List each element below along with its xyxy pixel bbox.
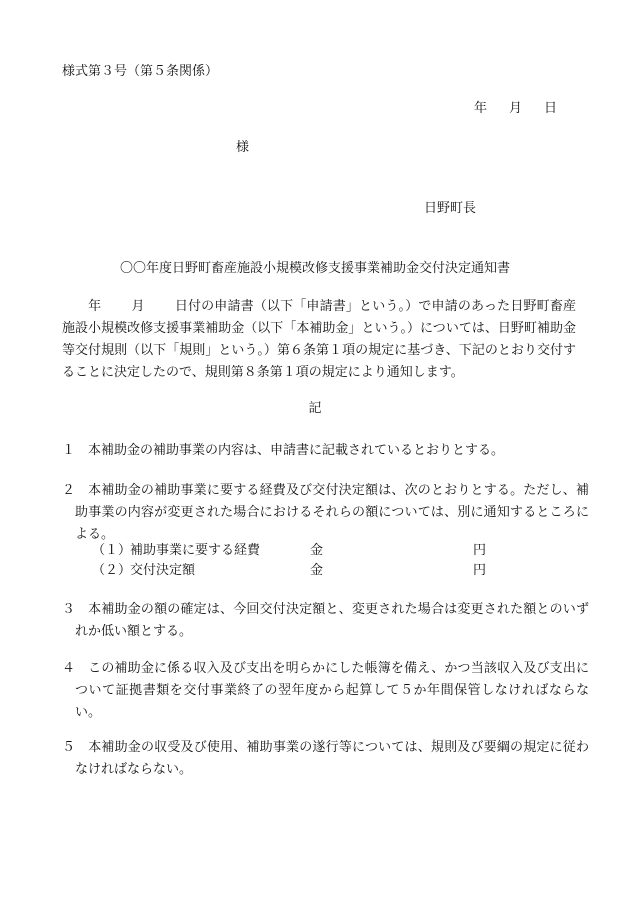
item-number: １ [62, 443, 76, 458]
amount-row [92, 560, 486, 582]
item-text: 本補助金の補助事業に要する経費及び交付決定額は、次のとおりとする。ただし、補助事業の内容が変更された場合におけるそれらの額については、別に通知するところによる。 [75, 483, 589, 542]
list-item [62, 440, 589, 462]
intro-year-mark: 年 [88, 299, 102, 314]
form-number: 様式第３号（第５条関係） [62, 64, 219, 79]
list-item [62, 737, 589, 781]
amount-kin: 金 [310, 563, 324, 578]
amount-label: 交付決定額 [130, 563, 196, 578]
item-number: ４ [62, 661, 76, 676]
amount-kin: 金 [310, 543, 324, 558]
ki-heading: 記 [308, 401, 322, 416]
item-text: 本補助金の額の確定は、今回交付決定額と、変更された場合は変更された額とのいずれか低い額とする。 [75, 602, 589, 639]
item-number: ５ [62, 740, 76, 755]
item-text: この補助金に係る収入及び支出を明らかにした帳簿を備え、かつ当該収入及び支出について証拠書類を交付事業終了の翌年度から起算して５か年間保管しなければならない。 [75, 661, 589, 720]
date-month-mark: 月 [509, 101, 523, 116]
intro-month-mark: 月 [131, 299, 145, 314]
item-number: ２ [62, 483, 76, 498]
list-item [62, 599, 589, 643]
date-year-mark: 年 [474, 101, 488, 116]
amount-label: 補助事業に要する経費 [130, 543, 261, 558]
issuer: 日野町長 [424, 201, 477, 216]
list-item [62, 480, 589, 546]
date-day-mark: 日 [544, 101, 558, 116]
intro-text: 日付の申請書（以下「申請書」という。）で申請のあった日野町畜産施設小規模改修支援事業補助金（以下「本補助金」という。）については、日野町補助金等交付規則（以下「規則」という。）第６条第１項の規定に基づき、下記のとおり交付することに決定したので、規則第８条第１項の規定により通知します。 [62, 299, 576, 380]
item-number: ３ [62, 602, 76, 617]
amount-row [92, 540, 486, 562]
amount-number: （２） [92, 563, 132, 578]
amount-yen: 円 [473, 543, 487, 558]
date-line [474, 98, 557, 120]
amount-yen: 円 [473, 563, 487, 578]
addressee-suffix: 様 [236, 140, 250, 155]
item-text: 本補助金の収受及び使用、補助事業の遂行等については、規則及び要綱の規定に従わなければならない。 [75, 740, 589, 777]
amount-number: （１） [92, 543, 132, 558]
document-title: 〇〇年度日野町畜産施設小規模改修支援事業補助金交付決定通知書 [119, 261, 510, 276]
item-text: 本補助金の補助事業の内容は、申請書に記載されているとおりとする。 [88, 443, 505, 458]
list-item [62, 658, 589, 724]
intro-paragraph [62, 296, 576, 384]
